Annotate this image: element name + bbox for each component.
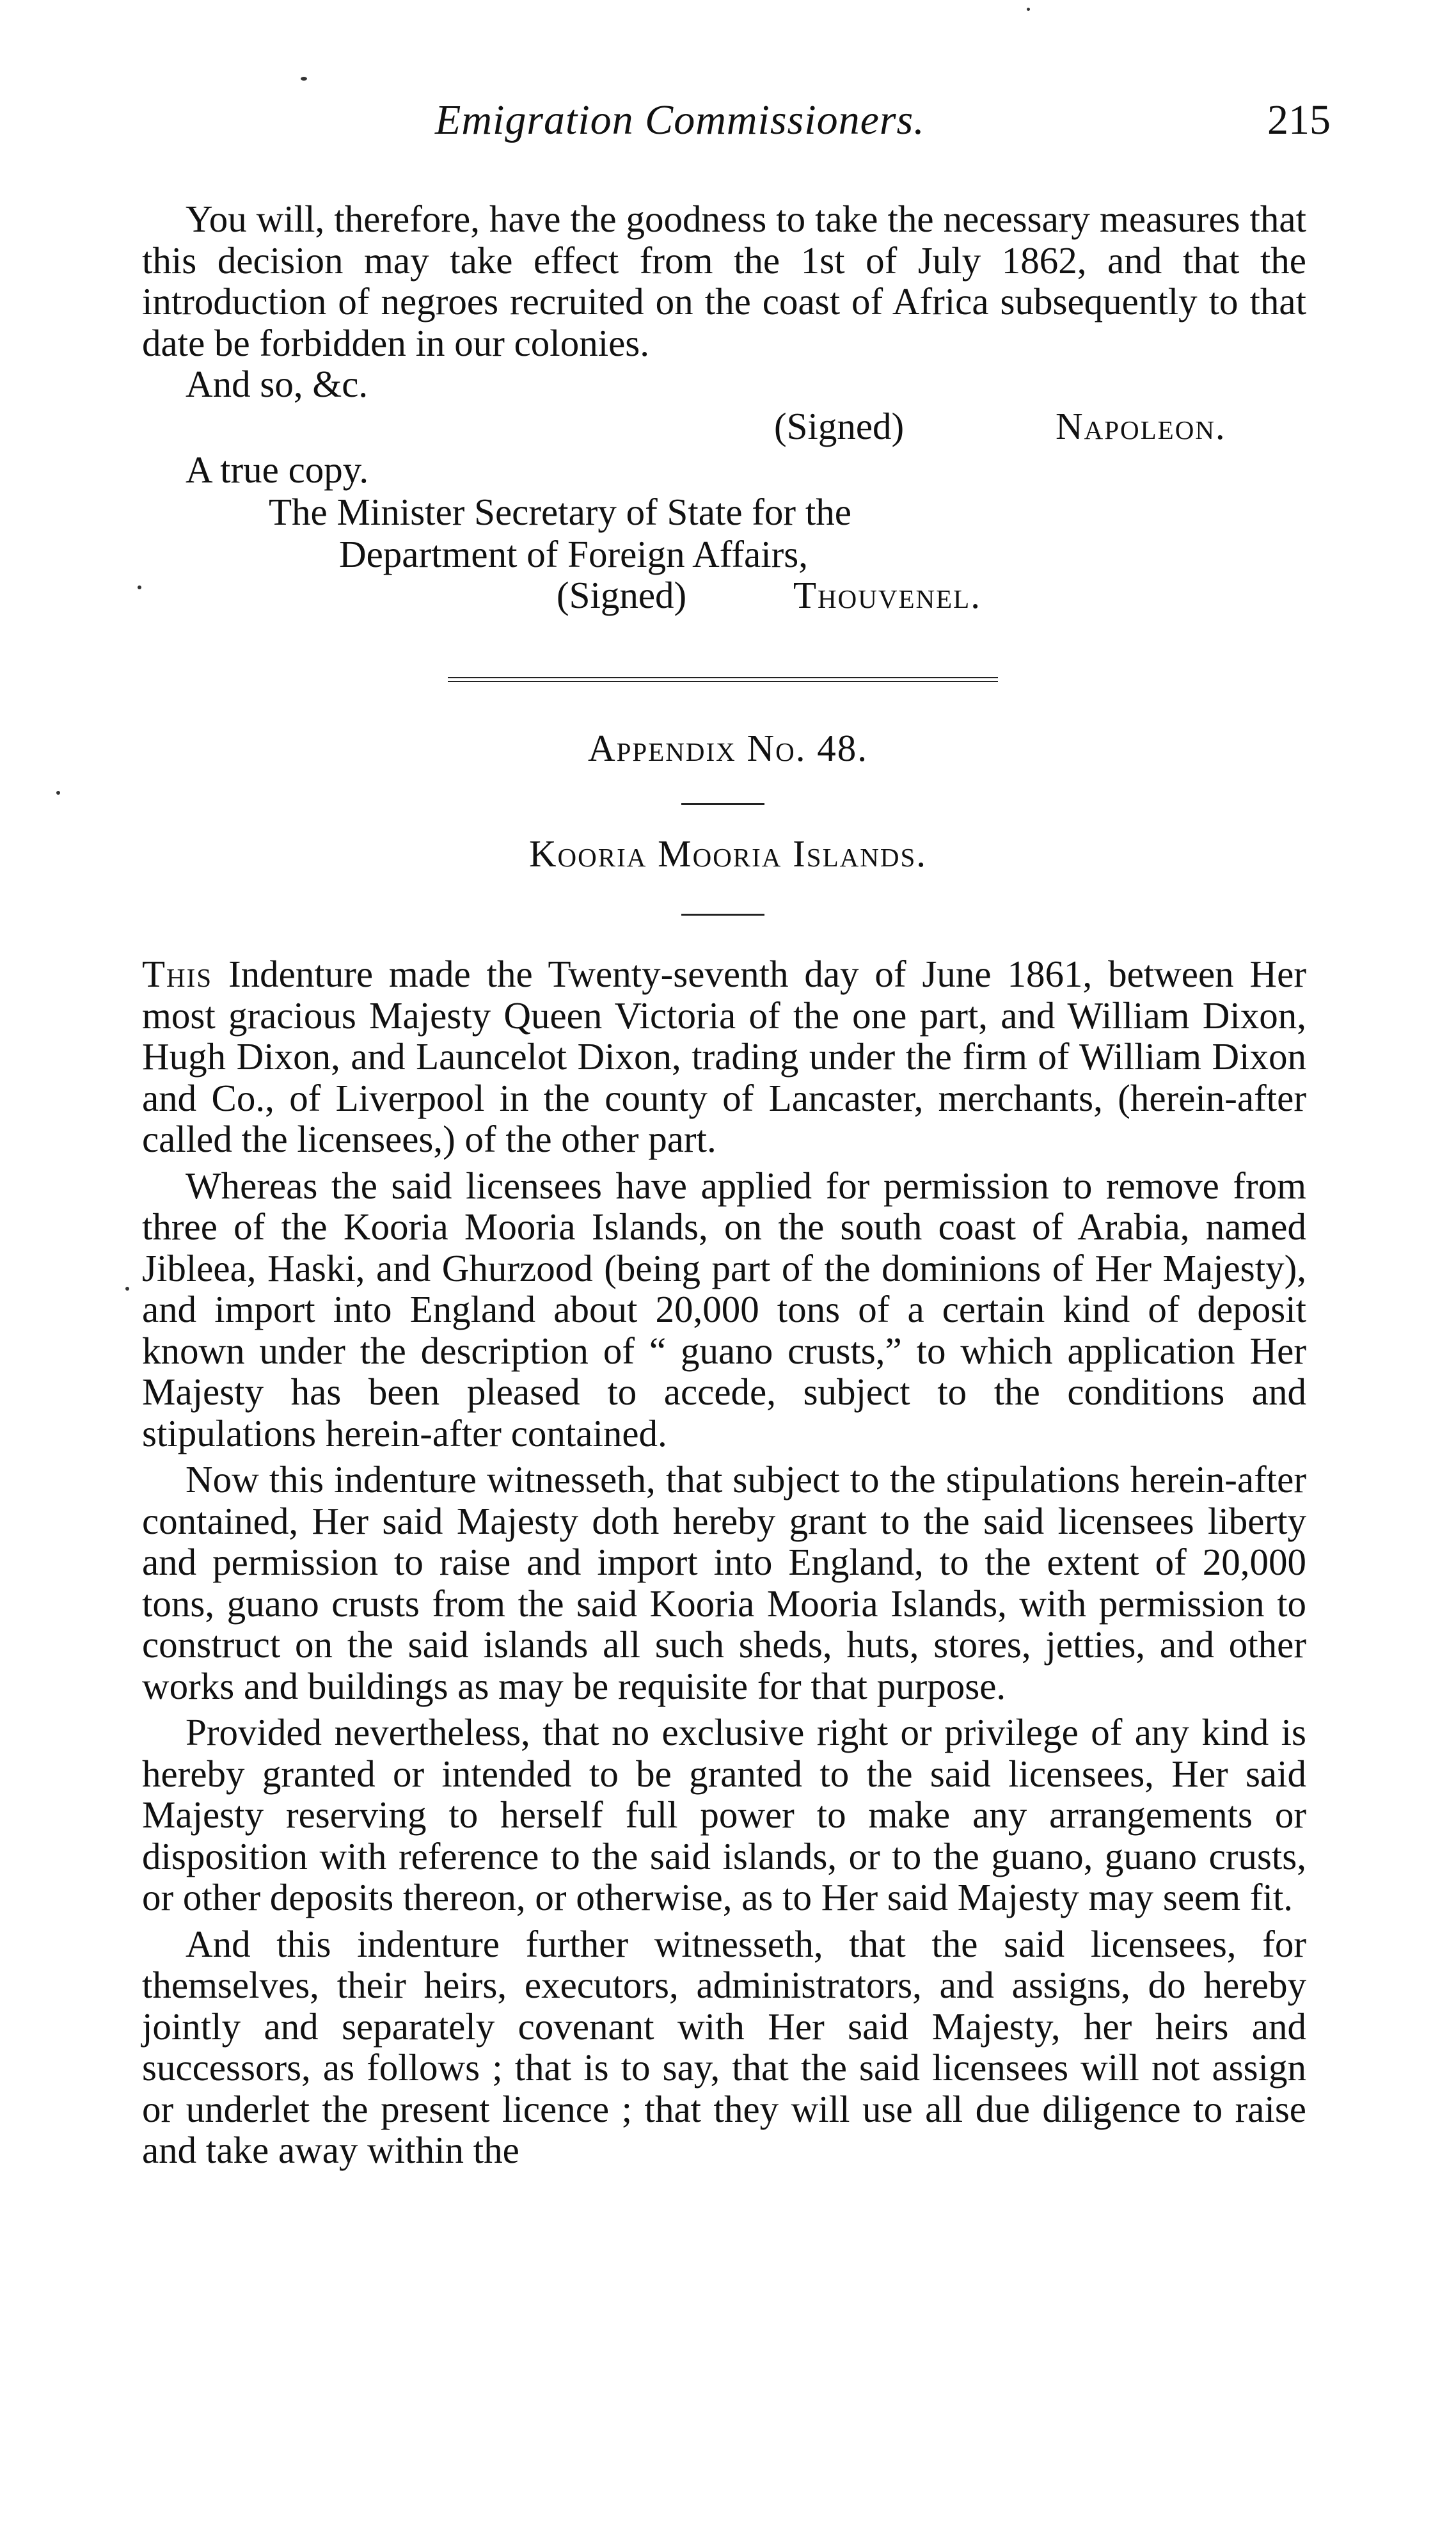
indenture-paragraph: And this indenture further witnesseth, that the said licensees, for themselves, their heirs, executors, administrators, and assigns, do hereby jointly and separately covenant with Her said Majesty, her heirs and successors, as follows ; that is to say, that the said licensees will not assign or underlet the present licence ; that they will use all due diligence to raise and take away within the: [142, 1922, 1306, 2171]
ink-speck: [1027, 8, 1030, 11]
indenture-text: [142, 953, 1306, 2171]
ink-speck: [56, 791, 60, 795]
indenture-paragraph: Provided nevertheless, that no exclusive right or privilege of any kind is hereby granted or intended to be granted to the said licensees, Her said Majesty reserving to herself full power to make any arrangements or disposition with reference to the said islands, or to the guano, guano crusts, or other deposits thereon, or otherwise, as to Her said Majesty may seem fit.: [142, 1711, 1306, 1918]
short-rule: [681, 914, 764, 916]
true-copy-line: A true copy.: [186, 449, 369, 491]
letter-closing-paragraph: [142, 198, 1306, 363]
running-title: Emigration Commissioners.: [435, 97, 925, 143]
and-so-line: And so, &c.: [186, 363, 368, 405]
ink-speck: [138, 585, 141, 589]
appendix-heading: Appendix No. 48.: [588, 727, 868, 769]
short-rule: [681, 803, 764, 805]
signatory-thouvenel: Thouvenel.: [793, 574, 981, 616]
ink-speck: [125, 1287, 129, 1291]
lead-word: This: [142, 953, 213, 995]
indenture-paragraph: Whereas the said licensees have applied for permission to remove from three of the Kooria Mooria Islands, on the south coast of Arabia, named Jibleea, Haski, and Ghurzood (being part of the dominions of Her Majesty), and import into England about 20,000 tons of a certain kind of deposit known under the description of “ guano crusts,” to which application Her Majesty has been pleased to accede, subject to the conditions and stipulations herein-after contained.: [142, 1164, 1306, 1454]
minister-line-2: Department of Foreign Affairs,: [339, 533, 808, 575]
minister-line-1: The Minister Secretary of State for the: [269, 491, 851, 533]
section-divider: [448, 677, 998, 678]
page-header: [422, 96, 1331, 154]
ink-speck: [301, 77, 307, 81]
letter-paragraph: You will, therefore, have the goodness to take the necessary measures that this decision may take effect from the 1st of July 1862, and that the introduction of negroes recruited on the coast of Africa subsequently to that date be forbidden in our colonies.: [142, 198, 1306, 364]
signatory-napoleon: Napoleon.: [1056, 405, 1226, 447]
paragraph-text: Indenture made the Twenty-seventh day of June 1861, between Her most gracious Majesty Queen Victoria of the one part, and William Dixon, Hugh Dixon, and Launcelot Dixon, trading under the firm of William Dixon and Co., of Liverpool in the county of Lancaster, merchants, (herein-after called the licensees,) of the other part.: [142, 953, 1306, 1160]
indenture-paragraph: [142, 953, 1306, 1160]
minister-signed-label: (Signed): [557, 574, 687, 616]
indenture-paragraph: Now this indenture witnesseth, that subject to the stipulations herein-after contained, Her said Majesty doth hereby grant to the said licensees liberty and permission to raise and import into England, to the extent of 20,000 tons, guano crusts from the said Kooria Mooria Islands, with permission to construct on the said islands all such sheds, huts, stores, jetties, and other works and buildings as may be requisite for that purpose.: [142, 1458, 1306, 1707]
page-number: 215: [1267, 97, 1331, 143]
appendix-subheading: Kooria Mooria Islands.: [528, 832, 928, 875]
signed-label: (Signed): [774, 405, 905, 447]
